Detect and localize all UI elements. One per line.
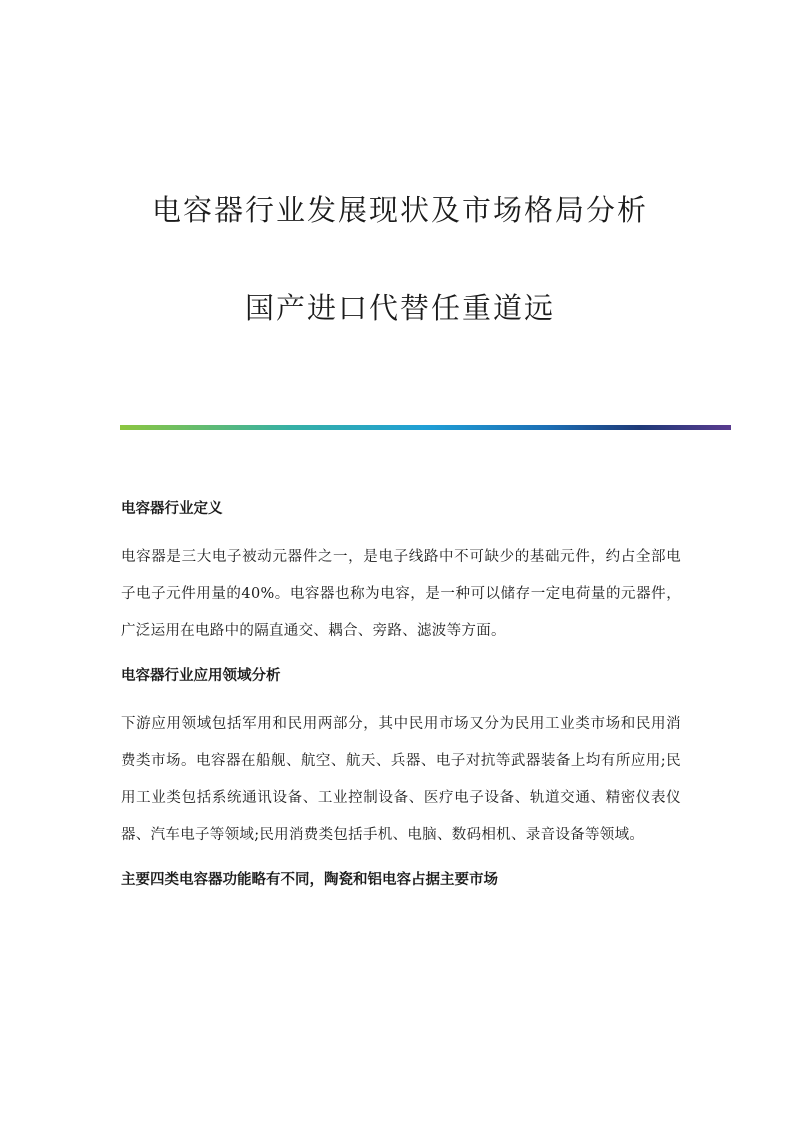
document-title (0, 188, 800, 330)
section-paragraph-definition: 电容器是三大电子被动元器件之一，是电子线路中不可缺少的基础元件，约占全部电子电子元件用量的40%。电容器也称为电容，是一种可以储存一定电荷量的元器件，广泛运用在电路中的隔直通交、耦合、旁路、滤波等方面。 (121, 549, 681, 639)
title-line-1: 电容器行业发展现状及市场格局分析 (151, 193, 648, 227)
section-heading-applications: 电容器行业应用领域分析 (121, 667, 281, 684)
document-body (121, 495, 681, 910)
section-heading-definition: 电容器行业定义 (121, 500, 223, 517)
section-paragraph-applications: 下游应用领域包括军用和民用两部分，其中民用市场又分为民用工业类市场和民用消费类市场。电容器在船舰、航空、航天、兵器、电子对抗等武器装备上均有所应用;民用工业类包括系统通讯设备、工业控制设备、医疗电子设备、轨道交通、精密仪表仪器、汽车电子等领域;民用消费类包括手机、电脑、数码相机、录音设备等领域。 (121, 716, 681, 843)
section-heading-market: 主要四类电容器功能略有不同，陶瓷和铝电容占据主要市场 (121, 871, 498, 888)
gradient-divider (120, 425, 731, 430)
title-line-2: 国产进口代替任重道远 (244, 291, 555, 325)
